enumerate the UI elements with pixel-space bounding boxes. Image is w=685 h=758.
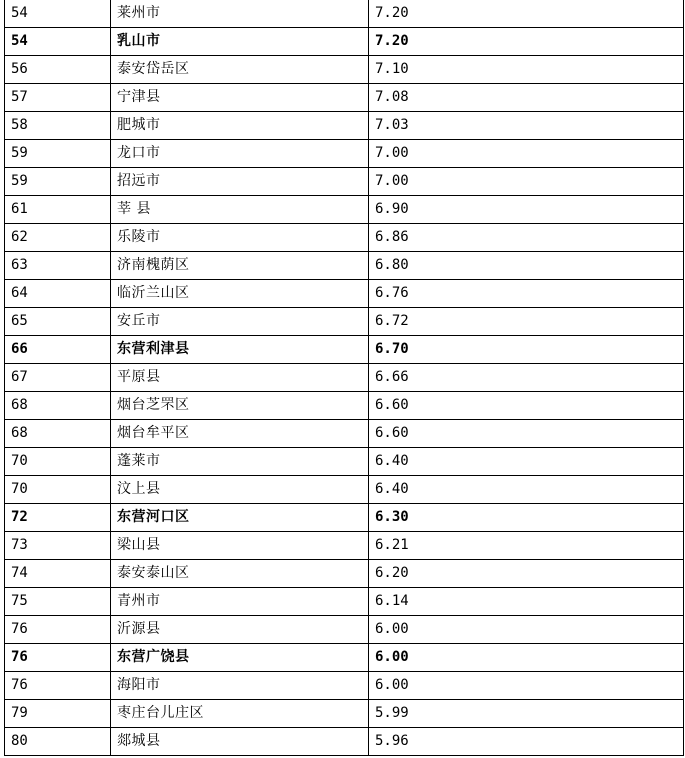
value-cell: 6.40 <box>369 448 684 476</box>
table-row <box>5 588 684 616</box>
rank-cell: 54 <box>5 0 111 28</box>
value-cell: 6.20 <box>369 560 684 588</box>
ranking-table <box>4 0 684 756</box>
region-name-cell: 泰安岱岳区 <box>111 56 369 84</box>
rank-cell: 59 <box>5 140 111 168</box>
rank-cell: 76 <box>5 644 111 672</box>
region-name-cell: 东营广饶县 <box>111 644 369 672</box>
region-name-cell: 临沂兰山区 <box>111 280 369 308</box>
table-row <box>5 0 684 28</box>
table-row <box>5 560 684 588</box>
rank-cell: 75 <box>5 588 111 616</box>
value-cell: 6.66 <box>369 364 684 392</box>
table-row <box>5 56 684 84</box>
rank-cell: 70 <box>5 476 111 504</box>
value-cell: 7.08 <box>369 84 684 112</box>
rank-cell: 76 <box>5 616 111 644</box>
rank-cell: 65 <box>5 308 111 336</box>
rank-cell: 61 <box>5 196 111 224</box>
value-cell: 6.21 <box>369 532 684 560</box>
value-cell: 6.00 <box>369 644 684 672</box>
value-cell: 6.72 <box>369 308 684 336</box>
region-name-cell: 泰安泰山区 <box>111 560 369 588</box>
rank-cell: 76 <box>5 672 111 700</box>
value-cell: 6.70 <box>369 336 684 364</box>
region-name-cell: 烟台芝罘区 <box>111 392 369 420</box>
rank-cell: 67 <box>5 364 111 392</box>
rank-cell: 54 <box>5 28 111 56</box>
ranking-table-body <box>5 0 684 756</box>
table-row <box>5 700 684 728</box>
region-name-cell: 宁津县 <box>111 84 369 112</box>
region-name-cell: 青州市 <box>111 588 369 616</box>
value-cell: 5.96 <box>369 728 684 756</box>
value-cell: 7.20 <box>369 28 684 56</box>
value-cell: 5.99 <box>369 700 684 728</box>
region-name-cell: 肥城市 <box>111 112 369 140</box>
rank-cell: 62 <box>5 224 111 252</box>
region-name-cell: 招远市 <box>111 168 369 196</box>
table-row <box>5 336 684 364</box>
rank-cell: 66 <box>5 336 111 364</box>
rank-cell: 59 <box>5 168 111 196</box>
table-row <box>5 112 684 140</box>
region-name-cell: 莘 县 <box>111 196 369 224</box>
region-name-cell: 莱州市 <box>111 0 369 28</box>
value-cell: 7.00 <box>369 168 684 196</box>
rank-cell: 58 <box>5 112 111 140</box>
value-cell: 6.00 <box>369 672 684 700</box>
value-cell: 7.00 <box>369 140 684 168</box>
region-name-cell: 乐陵市 <box>111 224 369 252</box>
table-row <box>5 448 684 476</box>
table-row <box>5 504 684 532</box>
rank-cell: 70 <box>5 448 111 476</box>
value-cell: 6.60 <box>369 420 684 448</box>
table-row <box>5 420 684 448</box>
rank-cell: 63 <box>5 252 111 280</box>
rank-cell: 57 <box>5 84 111 112</box>
value-cell: 7.03 <box>369 112 684 140</box>
region-name-cell: 龙口市 <box>111 140 369 168</box>
table-row <box>5 280 684 308</box>
value-cell: 6.30 <box>369 504 684 532</box>
region-name-cell: 梁山县 <box>111 532 369 560</box>
table-row <box>5 308 684 336</box>
rank-cell: 73 <box>5 532 111 560</box>
region-name-cell: 蓬莱市 <box>111 448 369 476</box>
table-row <box>5 616 684 644</box>
region-name-cell: 安丘市 <box>111 308 369 336</box>
rank-cell: 74 <box>5 560 111 588</box>
rank-cell: 64 <box>5 280 111 308</box>
region-name-cell: 东营利津县 <box>111 336 369 364</box>
value-cell: 6.14 <box>369 588 684 616</box>
value-cell: 6.80 <box>369 252 684 280</box>
table-row <box>5 168 684 196</box>
value-cell: 6.90 <box>369 196 684 224</box>
table-row <box>5 196 684 224</box>
region-name-cell: 沂源县 <box>111 616 369 644</box>
value-cell: 6.86 <box>369 224 684 252</box>
value-cell: 6.40 <box>369 476 684 504</box>
table-row <box>5 28 684 56</box>
rank-cell: 79 <box>5 700 111 728</box>
table-row <box>5 140 684 168</box>
rank-cell: 80 <box>5 728 111 756</box>
value-cell: 6.60 <box>369 392 684 420</box>
rank-cell: 68 <box>5 420 111 448</box>
value-cell: 7.10 <box>369 56 684 84</box>
region-name-cell: 海阳市 <box>111 672 369 700</box>
region-name-cell: 济南槐荫区 <box>111 252 369 280</box>
region-name-cell: 东营河口区 <box>111 504 369 532</box>
table-row <box>5 476 684 504</box>
table-row <box>5 672 684 700</box>
rank-cell: 72 <box>5 504 111 532</box>
table-row <box>5 392 684 420</box>
table-row <box>5 728 684 756</box>
region-name-cell: 枣庄台儿庄区 <box>111 700 369 728</box>
rank-cell: 56 <box>5 56 111 84</box>
table-row <box>5 252 684 280</box>
table-row <box>5 644 684 672</box>
rank-cell: 68 <box>5 392 111 420</box>
region-name-cell: 汶上县 <box>111 476 369 504</box>
region-name-cell: 郯城县 <box>111 728 369 756</box>
table-row <box>5 84 684 112</box>
value-cell: 7.20 <box>369 0 684 28</box>
region-name-cell: 乳山市 <box>111 28 369 56</box>
table-row <box>5 532 684 560</box>
region-name-cell: 烟台牟平区 <box>111 420 369 448</box>
table-row <box>5 224 684 252</box>
region-name-cell: 平原县 <box>111 364 369 392</box>
value-cell: 6.00 <box>369 616 684 644</box>
table-row <box>5 364 684 392</box>
value-cell: 6.76 <box>369 280 684 308</box>
